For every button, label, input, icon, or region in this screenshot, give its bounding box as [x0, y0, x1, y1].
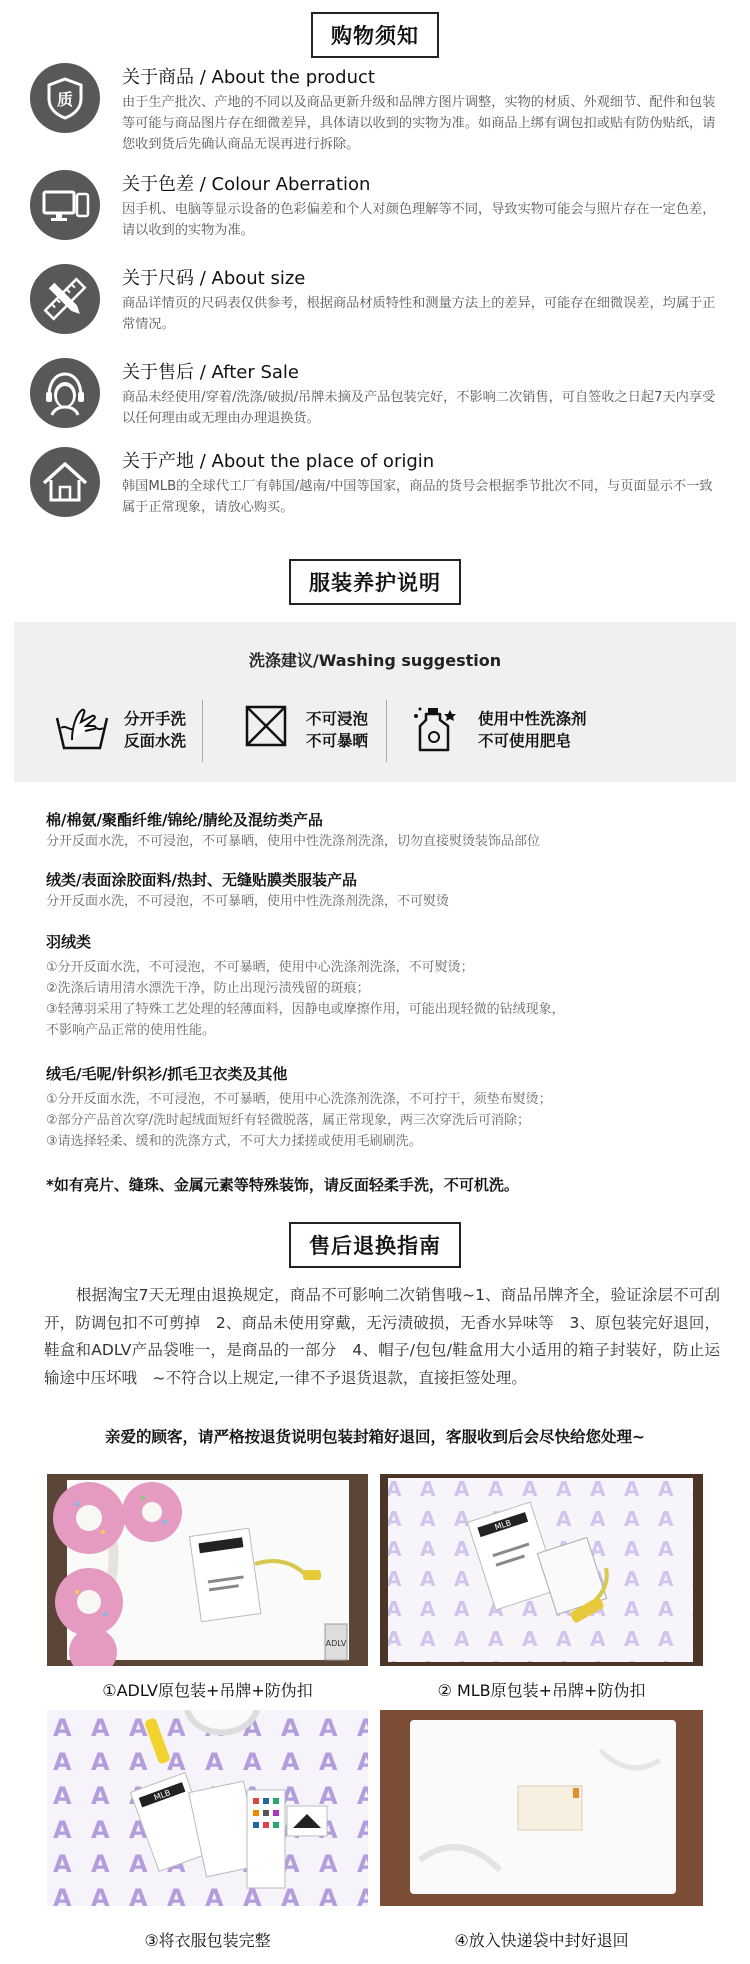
care-section	[46, 931, 706, 1041]
care-heading: 绒毛/毛呢/针织衫/抓毛卫衣类及其他	[46, 1065, 288, 1083]
care-line: ③请选择轻柔、缓和的洗涤方式，不可大力揉搓或使用毛刷刷洗。	[46, 1134, 422, 1149]
wash-line: 不可暴晒	[306, 732, 369, 750]
customer-note: 亲爱的顾客，请严格按退货说明包装封箱好退回，客服收到后会尽快给您处理~	[105, 1428, 645, 1446]
care-heading: 羽绒类	[46, 933, 92, 951]
info-title: 关于色差 / Colour Aberration	[122, 174, 371, 195]
photo-caption: ①ADLV原包装+吊牌+防伪扣	[102, 1681, 313, 1700]
care-section	[46, 869, 706, 912]
info-row-after-sale	[30, 358, 720, 438]
monitor-phone-icon	[30, 170, 100, 240]
photo-adlv-package	[47, 1474, 368, 1666]
care-line: ③轻薄羽采用了特殊工艺处理的轻薄面料，因静电或摩擦作用，可能出现轻微的钻绒现象，	[46, 1002, 565, 1017]
neutral-detergent-icon	[412, 704, 460, 754]
quality-shield-icon	[30, 63, 100, 133]
care-line: ①分开反面水洗，不可浸泡，不可暴晒，使用中心洗涤剂洗涤，不可拧干，须垫布熨烫；	[46, 1092, 552, 1107]
photo-courier-bag	[380, 1710, 703, 1906]
care-line: 不影响产品正常的使用性能。	[46, 1023, 216, 1038]
washing-title: 洗涤建议/Washing suggestion	[248, 651, 502, 670]
info-row-origin	[30, 447, 720, 527]
info-row-colour	[30, 170, 720, 250]
care-line: 分开反面水洗，不可浸泡，不可暴晒，使用中性洗涤剂洗涤，切勿直接熨烫装饰品部位	[46, 834, 541, 849]
divider	[202, 700, 203, 762]
care-line: ②部分产品首次穿/洗时起绒面短纤有轻微脱落，属正常现象，两三次穿洗后可消除；	[46, 1113, 531, 1128]
special-decoration-note: *如有亮片、缝珠、金属元素等特殊装饰，请反面轻柔手洗，不可机洗。	[46, 1176, 519, 1194]
wash-line: 不可浸泡	[306, 710, 369, 728]
photo-caption: ② MLB原包装+吊牌+防伪扣	[437, 1681, 646, 1700]
wash-line: 反面水洗	[124, 732, 187, 750]
home-icon	[30, 447, 100, 517]
washing-panel	[14, 622, 736, 782]
wash-line: 不可使用肥皂	[478, 732, 572, 750]
info-body: 因手机、电脑等显示设备的色彩偏差和个人对颜色理解等不同，导致实物可能会与照片存在一定色差，请以收到的实物为准。	[122, 202, 716, 238]
info-title: 关于尺码 / About size	[122, 268, 306, 289]
info-row-size	[30, 264, 720, 344]
info-body: 商品未经使用/穿着/洗涤/破损/吊牌未摘及产品包装完好，不影响二次销售，可自签收之日起7天内享受以任何理由或无理由办理退换货。	[122, 390, 716, 426]
photo-tag-text: ADLV	[325, 1639, 347, 1648]
care-guide-title: 服装养护说明	[289, 559, 461, 605]
photo-mlb-package	[380, 1474, 703, 1666]
info-body: 商品详情页的尺码表仅供参考，根据商品材质特性和测量方法上的差异，可能存在细微误差，均属于正常情况。	[122, 296, 716, 332]
no-soak-icon	[244, 704, 288, 748]
photo-pack-clothes	[47, 1710, 368, 1906]
info-row-product	[30, 63, 720, 152]
customer-service-icon	[30, 358, 100, 428]
care-heading: 棉/棉氨/聚酯纤维/锦纶/腈纶及混纺类产品	[46, 811, 323, 829]
after-sale-title: 售后退换指南	[289, 1222, 461, 1268]
photo-tag-text: MLB	[493, 1518, 513, 1532]
info-title: 关于售后 / After Sale	[122, 362, 299, 383]
return-policy-text: 根据淘宝7天无理由退换规定，商品不可影响二次销售哦~1、商品吊牌齐全，验证涂层不可刮开，防调包扣不可剪掉 2、商品未使用穿戴，无污渍破损，无香水异味等 3、原包装完好退回，鞋盒和ADLV产品袋唯一，是商品的一部分 4、帽子/包包/鞋盒用大小适用的箱子封装好，防止运输途中压坏哦 ~不符合以上规定,一律不予退货退款，直接拒签处理。	[44, 1286, 720, 1387]
ruler-pencil-icon	[30, 264, 100, 334]
wash-line: 分开手洗	[124, 710, 187, 728]
care-heading: 绒类/表面涂胶面料/热封、无缝贴膜类服装产品	[46, 871, 357, 889]
wash-item-detergent	[412, 700, 722, 756]
care-line: 分开反面水洗，不可浸泡，不可暴晒，使用中性洗涤剂洗涤，不可熨烫	[46, 894, 450, 909]
wash-item-hand-wash	[54, 700, 254, 756]
info-body: 韩国MLB的全球代工厂有韩国/越南/中国等国家，商品的货号会根据季节批次不同，与页面显示不一致属于正常现象，请放心购买。	[122, 479, 713, 515]
info-title: 关于产地 / About the place of origin	[122, 451, 435, 472]
photo-caption: ③将衣服包装完整	[144, 1931, 271, 1950]
quality-char: 质	[56, 90, 74, 109]
hand-wash-icon	[54, 704, 110, 752]
info-body: 由于生产批次、产地的不同以及商品更新升级和品牌方图片调整，实物的材质、外观细节、配件和包装等可能与商品图片存在细微差异，具体请以收到的实物为准。如商品上绑有调包扣或贴有防伪贴纸，请您收到货后先确认商品无误再进行拆除。	[122, 95, 716, 152]
care-line: ②洗涤后请用清水漂洗干净，防止出现污渍残留的斑痕；	[46, 981, 370, 996]
care-line: ①分开反面水洗，不可浸泡，不可暴晒，使用中心洗涤剂洗涤，不可熨烫；	[46, 960, 474, 975]
shopping-notice-title: 购物须知	[311, 12, 439, 58]
photo-caption: ④放入快递袋中封好退回	[454, 1931, 629, 1950]
care-section	[46, 1063, 706, 1152]
photo-tag-text: MLB	[152, 1788, 172, 1803]
wash-line: 使用中性洗涤剂	[478, 710, 587, 728]
care-section	[46, 809, 706, 852]
info-title: 关于商品 / About the product	[122, 67, 375, 88]
divider	[386, 700, 387, 762]
